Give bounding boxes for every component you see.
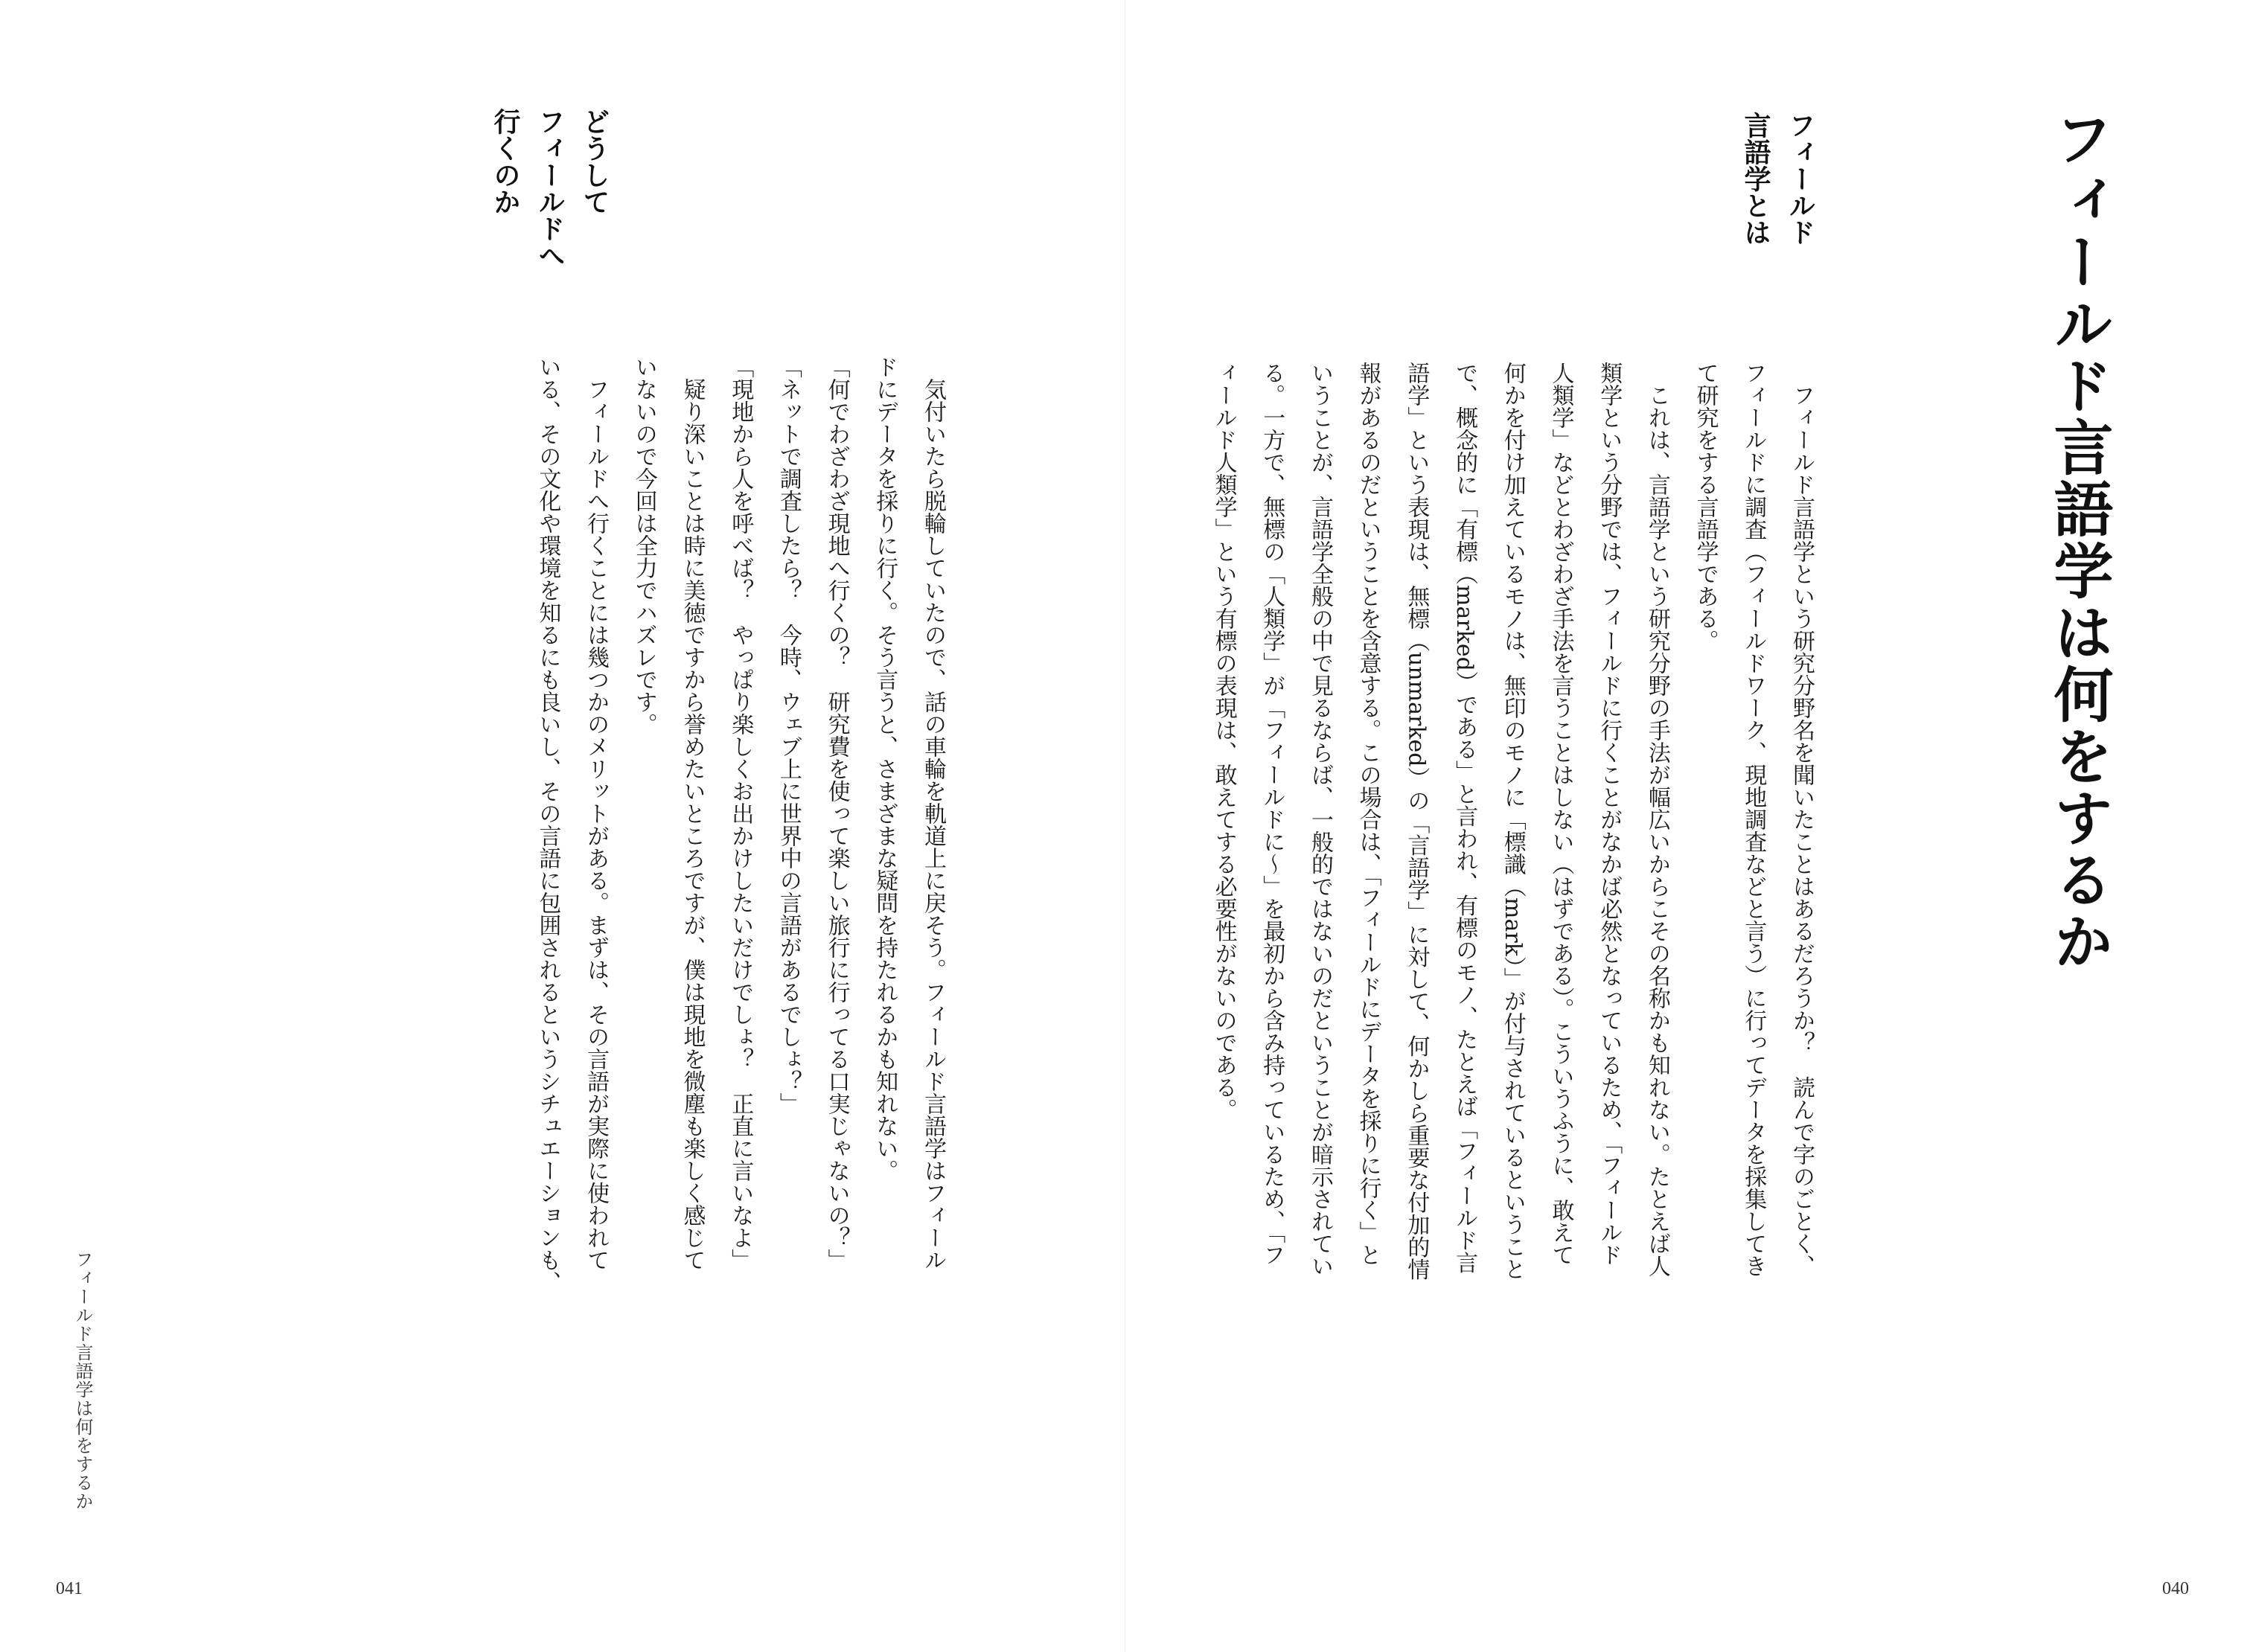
text-line: 「ネットで調査したら？ 今時、ウェブ上に世界中の言語があるでしょ？」 [775, 356, 802, 1115]
text-line: 気付いたら脱輪していたので、話の車輪を軌道上に戻そう。フィールド言語学はフィール [920, 356, 946, 1271]
text-line: ィールド人類学」という有標の表現は、敢えてする必要性がないのである。 [1210, 362, 1237, 1121]
text-line: フィールドへ行くことには幾つかのメリットがある。まずは、その言語が実際に使われて [583, 356, 610, 1271]
heading-line: フィールドへ [534, 108, 565, 269]
page-number-left: 041 [56, 1579, 83, 1598]
text-line: ドにデータを採りに行く。そう言うと、さまざまな疑問を持たれるかも知れない。 [872, 356, 898, 1182]
text-line: いる、その文化や環境を知るにも良いし、その言語に包囲されるというシチュエーションも、 [534, 356, 561, 1293]
text-line: 疑り深いことは時に美徳ですから誉めたいところですが、僕は現地を微塵も楽しく感じて [679, 356, 706, 1271]
text-line: で、概念的に「有標（marked）である」と言われ、有標のモノ、たとえば「フィールド言 [1451, 362, 1478, 1274]
text-line: いうことが、言語学全般の中で見るならば、一般的ではないのだということが暗示されてい [1306, 362, 1333, 1277]
text-line: て研究をする言語学である。 [1692, 362, 1719, 652]
text-line: 「何でわざわざ現地へ行くの？ 研究費を使って楽しい旅行に行ってる口実じゃないの？」 [823, 356, 850, 1271]
body-text-left-page [523, 356, 956, 1584]
heading-line: 言語学とは [1740, 112, 1771, 246]
text-line: る。一方で、無標の「人類学」が「フィールドに～」を最初から含み持っているため、「フ [1259, 362, 1285, 1266]
text-line: 語学」という表現は、無標（unmarked）の「言語学」に対して、何かしら重要な付加的情 [1403, 362, 1430, 1281]
running-footer: フィールド言語学は何をするか [72, 1250, 93, 1511]
text-line: これは、言語学という研究分野の手法が幅広いからこその名称かも知れない。たとえば人 [1643, 362, 1670, 1277]
text-line: 「現地から人を呼べば？ やっぱり楽しくお出かけしたいだけでしょ？ 正直に言いなよ」 [727, 356, 754, 1271]
heading-line: 行くのか [490, 108, 520, 215]
text-line: 人類学」などとわざわざ手法を言うことはしない（はずである）。こういうふうに、敢えて [1547, 362, 1574, 1266]
chapter-title: フィールド言語学は何をするか [2044, 108, 2114, 973]
heading-line: フィールド [1785, 112, 1815, 246]
text-line: 類学という分野では、フィールドに行くことがなかば必然となっているため、「フィールド [1596, 362, 1623, 1266]
page-number-right: 040 [2162, 1579, 2189, 1598]
text-line: フィールドに調査（フィールドワーク、現地調査などと言う）に行ってデータを採集してき [1740, 362, 1767, 1277]
heading-line: どうして [579, 108, 610, 215]
text-line: 報があるのだということを含意する。この場合は、「フィールドにデータを採りに行く」と [1355, 362, 1381, 1266]
text-line: いないので今回は全力でハズレです。 [630, 356, 657, 735]
text-line: フィールド言語学という研究分野名を聞いたことはあるだろうか？ 読んで字のごとく、 [1789, 362, 1815, 1277]
section-heading-field-linguistics [1733, 112, 1822, 260]
section-heading-why-field [482, 108, 616, 279]
text-line: 何かを付け加えているモノは、無印のモノに「標識（mark）」が付与されているということ [1499, 362, 1526, 1280]
body-text-right-page [1199, 362, 1825, 1582]
